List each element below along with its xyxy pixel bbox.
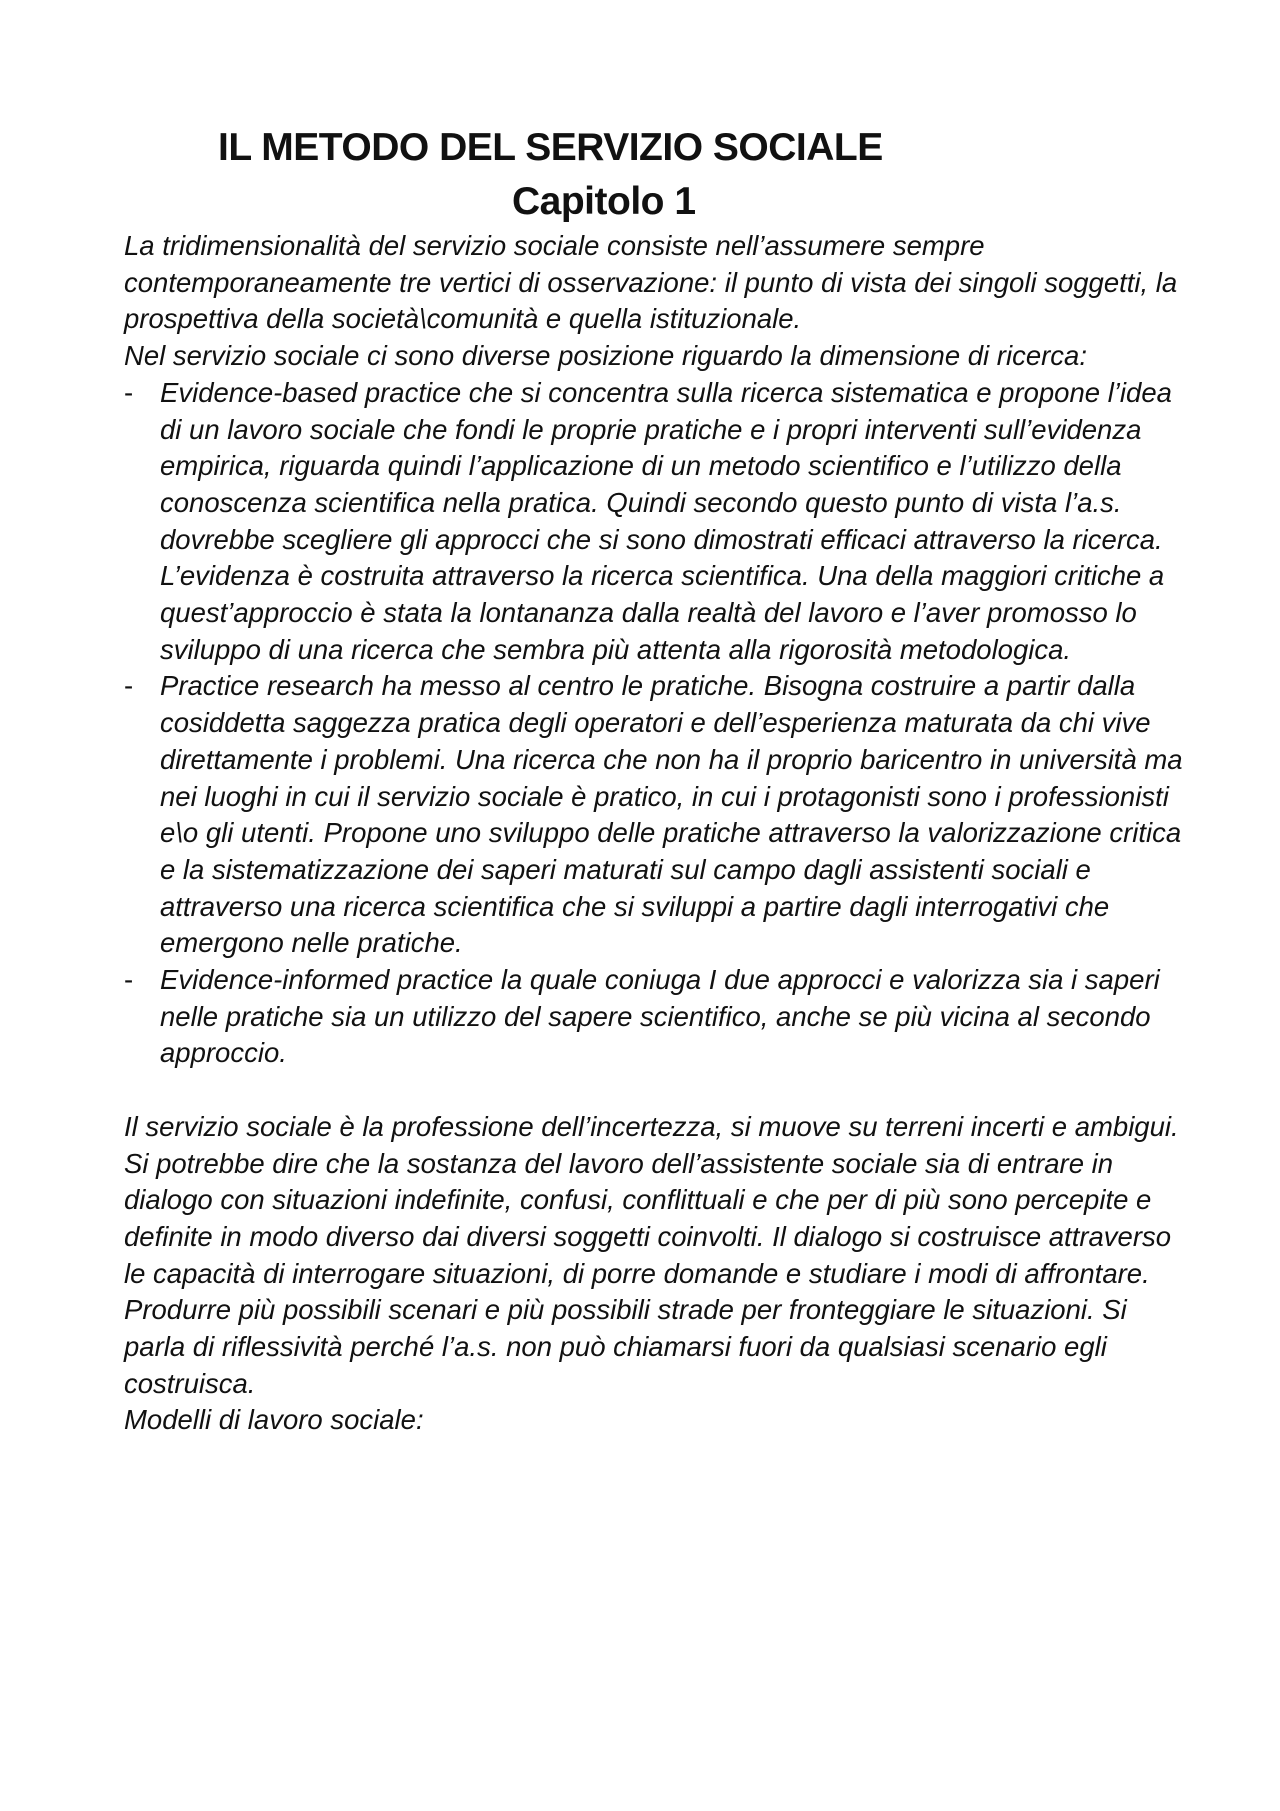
list-item <box>124 375 1184 669</box>
bullet-dash: - <box>124 670 134 702</box>
paragraph-tridimensionality: La tridimensionalità del servizio sociale consiste nell’assumere sempre contemporaneamente tre vertici di osservazione: il punto di vista dei singoli soggetti, la prospettiva della società\comunità e quella istituzionale. <box>124 230 1178 335</box>
list-item-text: Practice research ha messo al centro le pratiche. Bisogna costruire a partir dalla cosiddetta saggezza pratica degli operatori e dell’esperienza maturata da chi vive direttamente i problemi. Una ricerca che non ha il proprio baricentro in università ma nei luoghi in cui il servizio sociale è pratico, in cui i protagonisti sono i professionisti e\o gli utenti. Propone uno sviluppo delle pratiche attraverso la valorizzazione critica e la sistematizzazione dei saperi maturati sul campo dagli assistenti sociali e attraverso una ricerca scientifica che si sviluppi a partire dagli interrogativi che emergono nelle pratiche. <box>160 670 1183 959</box>
research-approaches-list <box>124 375 1184 1072</box>
document-title: IL METODO DEL SERVIZIO SOCIALE <box>218 126 883 169</box>
list-item <box>124 668 1184 962</box>
paragraph-spacer <box>124 1072 1184 1109</box>
list-item-text: Evidence-based practice che si concentra sulla ricerca sistematica e propone l’idea di un lavoro sociale che fondi le proprie pratiche e i propri interventi sull’evidenza empirica, riguarda quindi l’applicazione di un metodo scientifico e l’utilizzo della conoscenza scientifica nella pratica. Quindi secondo questo punto di vista l’a.s. dovrebbe scegliere gli approcci che si sono dimostrati efficaci attraverso la ricerca. L’evidenza è costruita attraverso la ricerca scientifica. Una della maggiori critiche a quest’approccio è stata la lontananza dalla realtà del lavoro e l’aver promosso lo sviluppo di una ricerca che sembra più attenta alla rigorosità metodologica. <box>160 376 1172 665</box>
bullet-dash: - <box>124 376 134 408</box>
bullet-dash: - <box>124 964 134 996</box>
paragraph-uncertainty: Il servizio sociale è la professione dell’incertezza, si muove su terreni incerti e ambigui. Si potrebbe dire che la sostanza del lavoro dell’assistente sociale sia di entrare in dialogo con situazioni indefinite, confusi, conflittuali e che per di più sono percepite e definite in modo diverso dai diversi soggetti coinvolti. Il dialogo si costruisce attraverso le capacità di interrogare situazioni, di porre domande e studiare i modi di affrontare. Produrre più possibili scenari e più possibili strade per fronteggiare le situazioni. Si parla di riflessività perché l’a.s. non può chiamarsi fuori da qualsiasi scenario egli costruisca. <box>124 1110 1179 1399</box>
document-body <box>124 228 1184 1439</box>
paragraph-research-positions: Nel servizio sociale ci sono diverse posizione riguardo la dimensione di ricerca: <box>124 340 1087 372</box>
chapter-heading: Capitolo 1 <box>512 180 696 223</box>
list-item-text: Evidence-informed practice la quale coniuga I due approcci e valorizza sia i saperi nelle pratiche sia un utilizzo del sapere scientifico, anche se più vicina al secondo approccio. <box>160 964 1160 1069</box>
paragraph-work-models: Modelli di lavoro sociale: <box>124 1404 424 1436</box>
list-item <box>124 962 1184 1072</box>
